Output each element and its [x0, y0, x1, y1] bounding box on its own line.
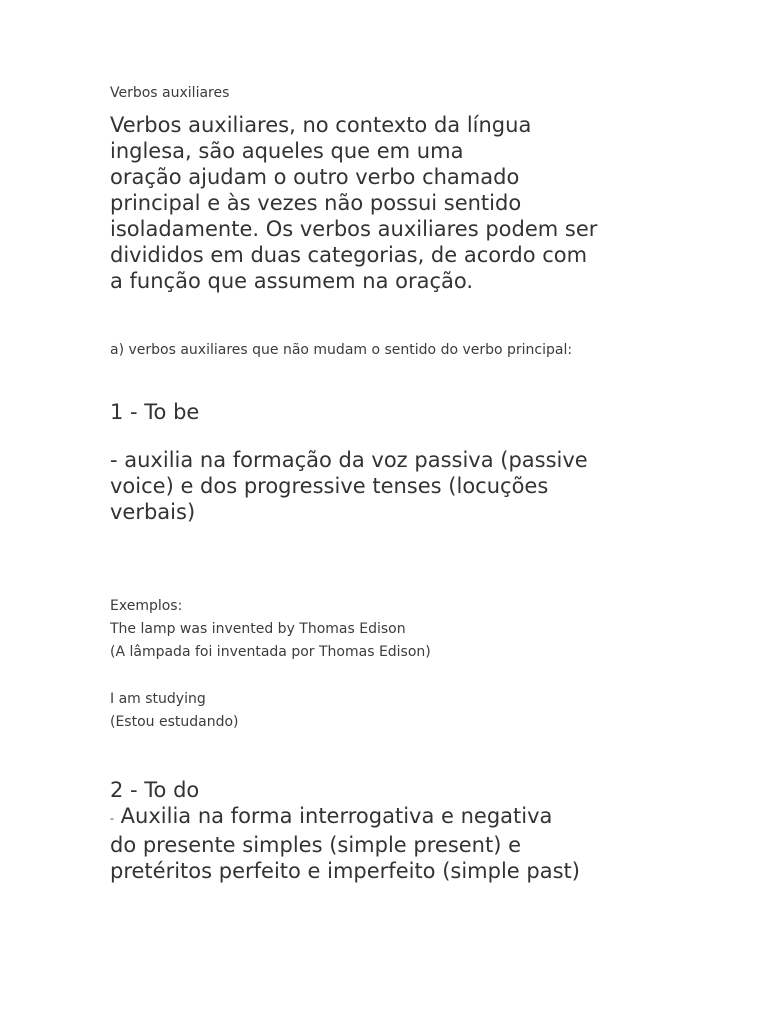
section2-description-line: pretéritos perfeito e imperfeito (simple past): [110, 859, 580, 883]
intro-line: isoladamente. Os verbos auxiliares podem ser: [110, 217, 598, 241]
example-sentence: I am studying: [110, 691, 206, 707]
examples-block-2: [110, 688, 239, 734]
examples-label: Exemplos:: [110, 598, 183, 614]
section1-description-line: voice) e dos progressive tenses (locuções: [110, 474, 549, 498]
intro-line: a função que assumem na oração.: [110, 269, 474, 293]
bullet-dash: -: [110, 812, 114, 825]
section2-description-text: Auxilia na forma interrogativa e negativa: [120, 804, 553, 828]
example-translation: (A lâmpada foi inventada por Thomas Edison): [110, 644, 431, 660]
example-translation: (Estou estudando): [110, 714, 239, 730]
section2-description-line: [110, 803, 580, 832]
section2-description-line: do presente simples (simple present) e: [110, 833, 522, 857]
examples-block: [110, 595, 431, 664]
document-heading: Verbos auxiliares: [110, 85, 230, 101]
example-sentence: The lamp was invented by Thomas Edison: [110, 621, 406, 637]
section1-title: 1 - To be: [110, 400, 200, 424]
section2-title: 2 - To do: [110, 778, 200, 802]
section1-description-line: verbais): [110, 500, 196, 524]
intro-line: principal e às vezes não possui sentido: [110, 191, 522, 215]
section1-description-line: - auxilia na formação da voz passiva (passive: [110, 448, 588, 472]
category-a-text: a) verbos auxiliares que não mudam o sentido do verbo principal:: [110, 342, 573, 358]
section1-description: [110, 447, 588, 525]
intro-line: inglesa, são aqueles que em uma: [110, 139, 464, 163]
intro-line: divididos em duas categorias, de acordo com: [110, 243, 588, 267]
intro-line: oração ajudam o outro verbo chamado: [110, 165, 520, 189]
intro-paragraph: [110, 112, 597, 294]
intro-line: Verbos auxiliares, no contexto da língua: [110, 113, 532, 137]
section2-description: [110, 803, 580, 884]
